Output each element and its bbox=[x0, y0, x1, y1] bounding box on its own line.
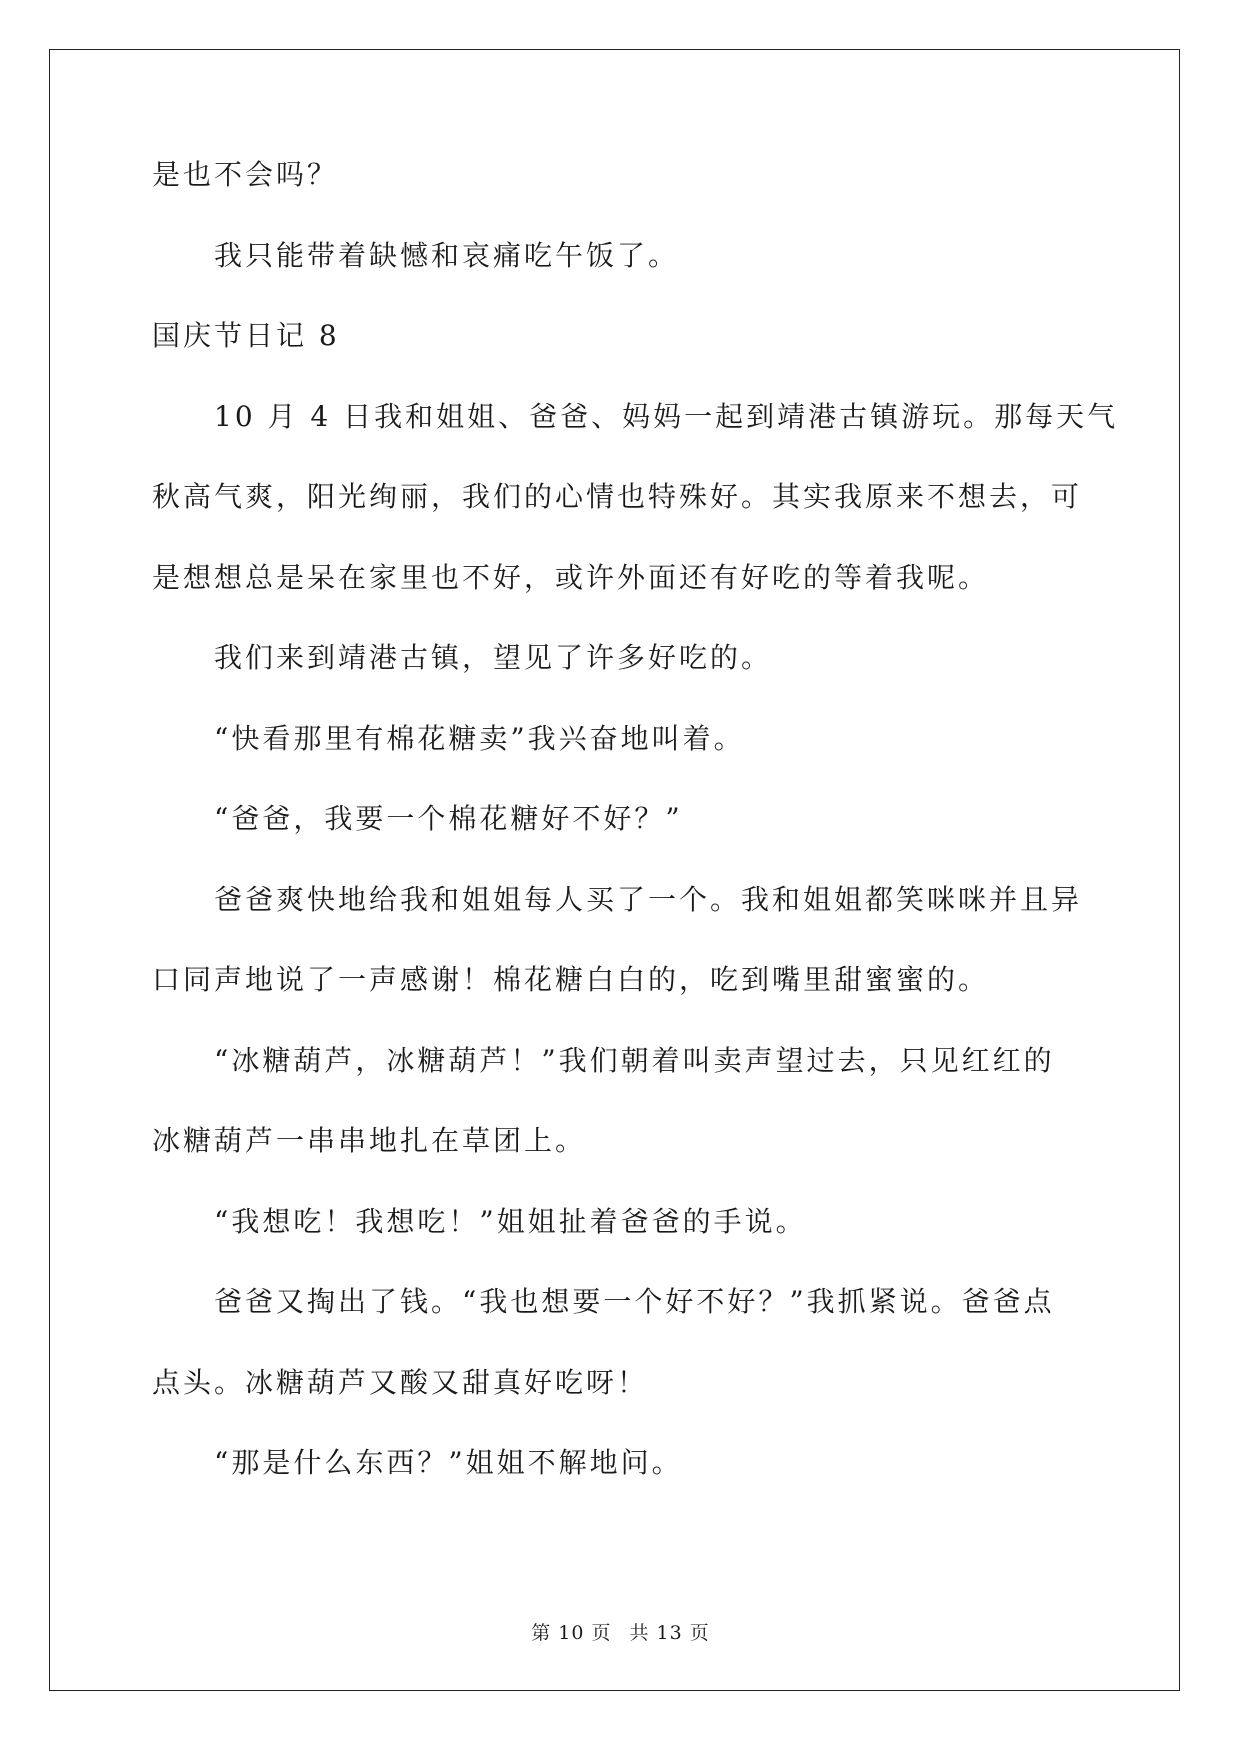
paragraph-line: 我们来到靖港古镇，望见了许多好吃的。 bbox=[214, 641, 773, 674]
total-pages-label: 共 13 页 bbox=[629, 1622, 710, 1644]
paragraph-line: 爸爸又掏出了钱。“我也想要一个好不好？”我抓紧说。爸爸点 bbox=[214, 1285, 1055, 1318]
paragraph-line: 我只能带着缺憾和哀痛吃午饭了。 bbox=[214, 238, 680, 272]
text-line: 口同声地说了一声感谢！棉花糖白白的，吃到嘴里甜蜜蜜的。 bbox=[152, 963, 990, 996]
document-body bbox=[152, 155, 1119, 1524]
current-page-label: 第 10 页 bbox=[531, 1622, 612, 1644]
section-heading: 国庆节日记 8 bbox=[152, 319, 340, 352]
text-line: 点头。冰糖葫芦又酸又甜真好吃呀！ bbox=[152, 1365, 649, 1399]
text-line: 冰糖葫芦一串串地扎在草团上。 bbox=[152, 1124, 587, 1157]
text-line: 是也不会吗？ bbox=[152, 158, 339, 191]
paragraph-line: “爸爸，我要一个棉花糖好不好？” bbox=[214, 802, 683, 835]
paragraph-line: “那是什么东西？”姐姐不解地问。 bbox=[214, 1446, 683, 1479]
paragraph-line: “我想吃！我想吃！”姐姐扯着爸爸的手说。 bbox=[214, 1204, 807, 1238]
text-line: 是想想总是呆在家里也不好，或许外面还有好吃的等着我呢。 bbox=[152, 560, 990, 594]
paragraph-line: “快看那里有棉花糖卖”我兴奋地叫着。 bbox=[214, 721, 745, 755]
paragraph-line: “冰糖葫芦，冰糖葫芦！”我们朝着叫卖声望过去，只见红红的 bbox=[214, 1043, 1055, 1077]
paragraph-line: 10 月 4 日我和姐姐、爸爸、妈妈一起到靖港古镇游玩。那每天气 bbox=[214, 399, 1119, 433]
page-footer bbox=[0, 1618, 1241, 1645]
text-line: 秋高气爽，阳光绚丽，我们的心情也特殊好。其实我原来不想去，可 bbox=[152, 480, 1083, 513]
paragraph-line: 爸爸爽快地给我和姐姐每人买了一个。我和姐姐都笑咪咪并且异 bbox=[214, 882, 1083, 916]
